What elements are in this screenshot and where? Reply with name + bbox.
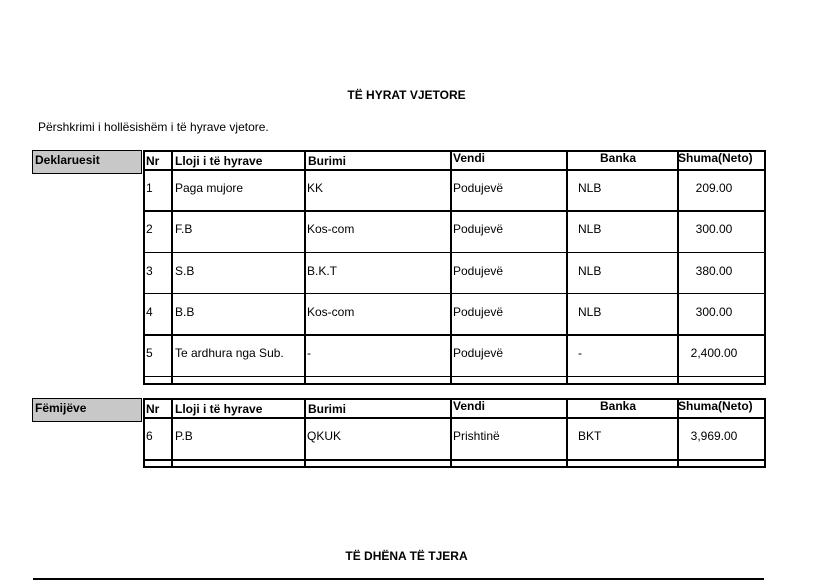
children-header-nr: Nr xyxy=(146,402,160,416)
declarant-cell-amount: 2,400.00 xyxy=(690,346,738,361)
declarant-header-bank: Banka xyxy=(600,151,637,165)
declarant-vline xyxy=(171,150,173,385)
declarant-vline xyxy=(566,150,568,385)
declarant-cell-nr: 5 xyxy=(146,346,153,361)
declarant-cell-nr: 3 xyxy=(146,263,153,278)
declarant-cell-type: S.B xyxy=(175,263,195,278)
declarant-cell-source: Kos-com xyxy=(307,222,355,237)
declarant-header-place: Vendi xyxy=(453,151,486,165)
declarant-cell-source: KK xyxy=(307,181,324,195)
declarant-section-label: Deklaruesit xyxy=(32,150,142,174)
children-header-source: Burimi xyxy=(308,402,347,416)
children-cell-nr: 6 xyxy=(146,429,153,443)
declarant-cell-bank: NLB xyxy=(578,222,602,237)
declarant-hline xyxy=(143,252,765,254)
declarant-cell-nr: 4 xyxy=(146,304,153,319)
children-header-bank: Banka xyxy=(600,399,637,413)
declarant-cell-amount: 300.00 xyxy=(695,222,733,237)
description-text: Përshkrimi i hollësishëm i të hyrave vjetore. xyxy=(38,120,269,134)
declarant-cell-nr: 1 xyxy=(146,181,153,195)
declarant-cell-amount: 209.00 xyxy=(695,181,733,195)
declarant-cell-nr: 2 xyxy=(146,222,153,237)
declarant-header-nr: Nr xyxy=(146,154,160,168)
declarant-hline xyxy=(143,293,765,295)
children-cell-amount: 3,969.00 xyxy=(690,429,738,443)
declarant-cell-place: Podujevë xyxy=(453,346,504,361)
declarant-cell-bank: NLB xyxy=(578,263,602,278)
declarant-header-type: Lloji i të hyrave xyxy=(175,154,263,168)
children-hline xyxy=(143,459,765,461)
children-vline xyxy=(764,398,766,468)
declarant-cell-place: Podujevë xyxy=(453,222,504,237)
children-header-place: Vendi xyxy=(453,399,486,413)
children-vline xyxy=(171,398,173,468)
declarant-header-amount: Shuma(Neto) xyxy=(678,151,753,165)
declarant-hline xyxy=(143,334,765,336)
children-vline xyxy=(304,398,306,468)
children-vline xyxy=(143,398,145,468)
declarant-cell-type: Te ardhura nga Sub. xyxy=(175,346,284,361)
children-cell-source: QKUK xyxy=(307,429,342,443)
children-section-label: Fëmijëve xyxy=(32,398,142,422)
declarant-vline xyxy=(450,150,452,385)
children-header-amount: Shuma(Neto) xyxy=(678,399,753,413)
children-hline xyxy=(143,417,765,419)
children-vline xyxy=(450,398,452,468)
declarant-cell-place: Podujevë xyxy=(453,181,504,195)
declarant-hline xyxy=(143,383,765,385)
declarant-header-source: Burimi xyxy=(308,154,347,168)
declarant-hline xyxy=(143,376,765,378)
declarant-hline xyxy=(143,210,765,212)
declarant-cell-source: Kos-com xyxy=(307,304,355,319)
declarant-cell-type: F.B xyxy=(175,222,193,237)
declarant-cell-amount: 300.00 xyxy=(695,304,733,319)
declarant-cell-amount: 380.00 xyxy=(695,263,733,278)
declarant-cell-bank: - xyxy=(578,346,582,361)
children-header-type: Lloji i të hyrave xyxy=(175,402,263,416)
declarant-cell-source: B.K.T xyxy=(307,263,338,278)
declarant-cell-place: Podujevë xyxy=(453,304,504,319)
declarant-cell-source: - xyxy=(307,346,311,361)
other-data-title: TË DHËNA TË TJERA xyxy=(345,549,468,563)
declarant-vline xyxy=(764,150,766,385)
declarant-cell-type: B.B xyxy=(175,304,195,319)
declarant-vline xyxy=(143,150,145,385)
other-data-table-top-border xyxy=(33,578,764,580)
page-title: TË HYRAT VJETORE xyxy=(347,88,466,102)
declarant-cell-type: Paga mujore xyxy=(175,181,244,195)
declarant-cell-bank: NLB xyxy=(578,181,602,195)
declarant-hline xyxy=(143,169,765,171)
children-cell-type: P.B xyxy=(175,429,193,443)
children-hline xyxy=(143,466,765,468)
children-vline xyxy=(566,398,568,468)
children-cell-place: Prishtinë xyxy=(453,429,500,443)
children-cell-bank: BKT xyxy=(578,429,602,443)
declarant-vline xyxy=(304,150,306,385)
declarant-cell-bank: NLB xyxy=(578,304,602,319)
declarant-cell-place: Podujevë xyxy=(453,263,504,278)
